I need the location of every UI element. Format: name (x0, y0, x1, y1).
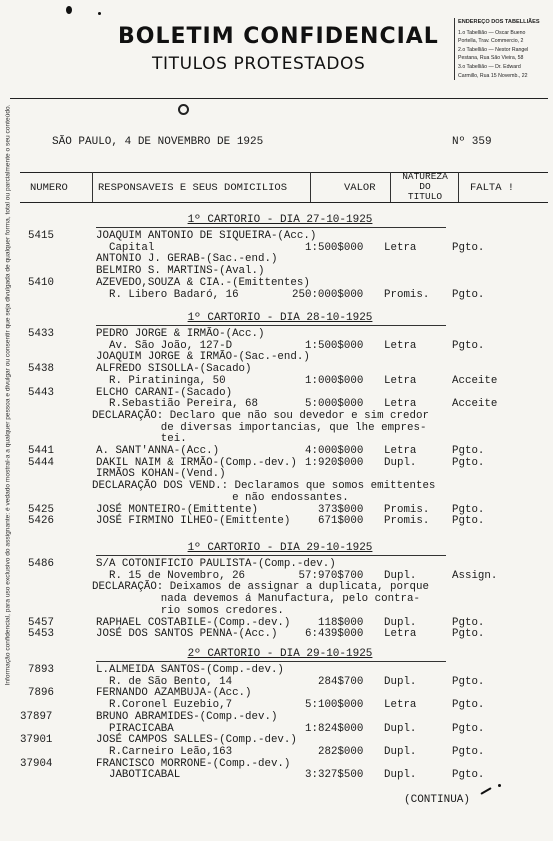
amount-value: 282$000 (318, 745, 364, 758)
missing-reason: Pgto. (452, 675, 485, 688)
column-header-natureza-line: TITULO (407, 191, 443, 202)
responsible-party: ANTONIO J. GERAB-(Sac.-end.) (96, 253, 278, 266)
address-line: Carmillo, Rua 15 Novemb., 22 (458, 72, 528, 79)
responsible-party: RAPHAEL COSTABILE-(Comp.-dev.) (96, 616, 291, 629)
responsible-party: PEDRO JORGE & IRMÃO-(Acc.) (96, 328, 265, 340)
missing-reason: Pgto. (452, 616, 485, 629)
responsible-party: de diversas importancias, que lhe empres- (96, 421, 427, 434)
title-type: Dupl. (384, 675, 417, 688)
amount-value: 5:100$000 (305, 699, 364, 712)
pen-mark (480, 787, 491, 795)
title-type: Letra (384, 628, 417, 641)
column-header-falta: FALTA ! (470, 182, 515, 194)
amount-value: 1:824$000 (305, 722, 364, 735)
table-header-top-rule (20, 172, 548, 173)
responsible-party: R.Sebastião Pereira, 68 (96, 398, 258, 411)
title-type: Promis. (384, 288, 430, 301)
responsible-party: FRANCISCO MORRONE-(Comp.-dev.) (96, 757, 291, 770)
responsible-party: JOSÉ MONTEIRO-(Emittente) (96, 503, 258, 516)
title-type: Letra (384, 699, 417, 712)
record-number: 5457 (28, 616, 54, 629)
title-type: Dupl. (384, 456, 417, 469)
column-divider (458, 172, 459, 202)
missing-reason: Pgto. (452, 722, 485, 735)
responsible-party: e não endossantes. (96, 491, 349, 504)
section-heading: 1º CARTORIO - DIA 29-10-1925 (187, 542, 373, 554)
document-number: Nº 359 (452, 136, 492, 148)
responsible-party: PIRACICABA (96, 722, 174, 735)
record-number: 5426 (28, 515, 54, 528)
title-type: Dupl. (384, 616, 417, 629)
record-number: 5415 (28, 230, 54, 242)
amount-value: 5:000$000 (305, 398, 364, 411)
missing-reason: Pgto. (452, 628, 485, 641)
record-number: 5453 (28, 628, 54, 641)
responsible-party: JOSÉ FIRMINO ILHEO-(Emittente) (96, 515, 291, 528)
responsible-party: IRMÃOS KOHAN-(Vend.) (96, 468, 226, 481)
record-number: 5433 (28, 328, 54, 340)
section-heading: 2º CARTORIO - DIA 29-10-1925 (187, 648, 373, 660)
responsible-party: BRUNO ABRAMIDES-(Comp.-dev.) (96, 710, 278, 723)
responsible-party: ELCHO CARANI-(Sacado) (96, 386, 233, 399)
responsible-party: ALFREDO SISOLLA-(Sacado) (96, 363, 252, 376)
missing-reason: Pgto. (452, 241, 485, 254)
section-rule (96, 661, 446, 662)
missing-reason: Pgto. (452, 503, 485, 516)
punch-hole-mark (178, 104, 189, 115)
table-header-bottom-rule (20, 202, 548, 203)
missing-reason: Assign. (452, 569, 498, 582)
responsible-party: A. SANT'ANNA-(Acc.) (96, 445, 220, 457)
section-heading: 1º CARTORIO - DIA 28-10-1925 (187, 312, 373, 324)
title-type: Dupl. (384, 745, 417, 758)
record-number: 5441 (28, 445, 54, 457)
amount-value: 57:970$700 (298, 569, 364, 582)
responsible-party: L.ALMEIDA SANTOS-(Comp.-dev.) (96, 664, 284, 676)
responsible-party: R. Piratininga, 50 (96, 374, 226, 387)
title-type: Dupl. (384, 769, 417, 782)
column-header-natureza (390, 172, 460, 202)
declaration-text: DECLARAÇÃO: Deixamos de assignar a duplicata, porque (92, 581, 429, 594)
record-number: 5444 (28, 456, 54, 469)
responsible-party: R. 15 de Novembro, 26 (96, 569, 246, 582)
responsible-party: JOAQUIM JORGE & IRMÃO-(Sac.-end.) (96, 351, 310, 364)
amount-value: 1:500$000 (305, 339, 364, 352)
title-type: Letra (384, 445, 417, 457)
responsible-party: Av. São João, 127-D (96, 339, 233, 352)
missing-reason: Acceite (452, 398, 498, 411)
amount-value: 284$700 (318, 675, 364, 688)
address-line: 1.o Tabellião — Oscar Bueno (458, 29, 526, 36)
column-header-natureza-line: DO (419, 181, 431, 192)
ink-blot (66, 6, 72, 14)
title-type: Dupl. (384, 569, 417, 582)
responsible-party: AZEVEDO,SOUZA & CIA.-(Emittentes) (96, 276, 310, 289)
column-header-natureza-line: NATUREZA (402, 171, 448, 182)
record-number: 7896 (28, 687, 54, 700)
missing-reason: Pgto. (452, 339, 485, 352)
record-number: 5410 (28, 276, 54, 289)
missing-reason: Pgto. (452, 445, 485, 457)
responsible-party: JABOTICABAL (96, 769, 181, 782)
responsible-party: BELMIRO S. MARTINS-(Aval.) (96, 265, 265, 278)
amount-value: 373$000 (318, 503, 364, 516)
missing-reason: Pgto. (452, 769, 485, 782)
amount-value: 250:000$000 (292, 288, 364, 301)
responsible-party: Capital (96, 241, 155, 254)
column-divider (390, 172, 391, 202)
responsible-party: DAKIL NAIM & IRMÃO-(Comp.-dev.) (96, 456, 297, 469)
title-type: Letra (384, 339, 417, 352)
record-number: 5443 (28, 386, 54, 399)
responsible-party: R.Coronel Euzebio,7 (96, 699, 233, 712)
missing-reason: Pgto. (452, 699, 485, 712)
record-number: 37901 (20, 734, 53, 747)
column-header-numero: NUMERO (30, 182, 68, 194)
record-number: 37897 (20, 710, 53, 723)
responsible-party: R.Carneiro Leão,163 (96, 745, 233, 758)
record-number: 5438 (28, 363, 54, 376)
title-type: Promis. (384, 503, 430, 516)
responsible-party: FERNANDO AZAMBUJA-(Acc.) (96, 687, 252, 700)
amount-value: 1:920$000 (305, 456, 364, 469)
column-header-valor: VALOR (344, 182, 376, 194)
continued-label: (CONTINUA) (404, 794, 471, 806)
responsible-party: rio somos credores. (96, 604, 284, 617)
missing-reason: Pgto. (452, 288, 485, 301)
column-header-responsaveis: RESPONSAVEIS E SEUS DOMICILIOS (98, 182, 288, 194)
amount-value: 6:439$000 (305, 628, 364, 641)
address-line: Portella, Trav. Commercio, 2 (458, 38, 524, 45)
amount-value: 1:500$000 (305, 241, 364, 254)
title-type: Letra (384, 398, 417, 411)
missing-reason: Acceite (452, 374, 498, 387)
missing-reason: Pgto. (452, 456, 485, 469)
document-title: BOLETIM CONFIDENCIAL (118, 24, 439, 49)
date-line: SÃO PAULO, 4 DE NOVEMBRO DE 1925 (52, 136, 264, 148)
column-divider (92, 172, 93, 202)
section-heading: 1º CARTORIO - DIA 27-10-1925 (187, 214, 373, 226)
responsible-party: tei. (96, 433, 187, 446)
responsible-party: JOAQUIM ANTONIO DE SIQUEIRA-(Acc.) (96, 230, 317, 242)
header-rule (10, 98, 548, 99)
declaration-text: DECLARAÇÃO: Declaro que não sou devedor e sim credor (92, 409, 429, 422)
address-box (454, 18, 553, 80)
responsible-party: JOSÉ CAMPOS SALLES-(Comp.-dev.) (96, 734, 297, 747)
amount-value: 1:000$000 (305, 374, 364, 387)
responsible-party: nada devemos á Manufactura, pelo contra- (96, 593, 420, 606)
amount-value: 671$000 (318, 515, 364, 528)
missing-reason: Pgto. (452, 745, 485, 758)
amount-value: 3:327$500 (305, 769, 364, 782)
address-line: 3.o Tabellião — Dr. Edward (458, 63, 521, 70)
address-line: 2.o Tabellião — Nestor Rangel (458, 46, 529, 53)
ink-blot (98, 12, 101, 15)
section-rule (96, 325, 446, 326)
record-number: 5425 (28, 503, 54, 516)
column-divider (310, 172, 311, 202)
declaration-text: DECLARAÇÃO DOS VEND.: Declaramos que somos emittentes (92, 480, 436, 493)
responsible-party: R. Libero Badaró, 16 (96, 288, 239, 301)
responsible-party: S/A COTONIFICIO PAULISTA-(Comp.-dev.) (96, 558, 336, 570)
record-number: 37904 (20, 757, 53, 770)
amount-value: 118$000 (318, 616, 364, 629)
title-type: Letra (384, 241, 417, 254)
record-number: 5486 (28, 558, 54, 570)
record-number: 7893 (28, 664, 54, 676)
document-subtitle: TITULOS PROTESTADOS (152, 54, 366, 74)
address-line: Pestana, Rua São Vieira, 58 (458, 55, 524, 62)
side-confidential-note: Informação confidencial, para uso exclusivo do assignante: é vedado mostral-a a qualquer pessoa e divulgar ou consentir que seja divulgada de qualquer forma, total ou parcialmente o seu conteúdo. (4, 104, 12, 686)
title-type: Letra (384, 374, 417, 387)
address-box-heading: ENDEREÇO DOS TABELLIÃES (458, 19, 540, 25)
pen-mark (498, 784, 501, 787)
responsible-party: R. de São Bento, 14 (96, 675, 233, 688)
section-rule (96, 227, 446, 228)
responsible-party: JOSÉ DOS SANTOS PENNA-(Acc.) (96, 628, 278, 641)
amount-value: 4:000$000 (305, 445, 364, 457)
section-rule (96, 555, 446, 556)
title-type: Promis. (384, 515, 430, 528)
missing-reason: Pgto. (452, 515, 485, 528)
title-type: Dupl. (384, 722, 417, 735)
